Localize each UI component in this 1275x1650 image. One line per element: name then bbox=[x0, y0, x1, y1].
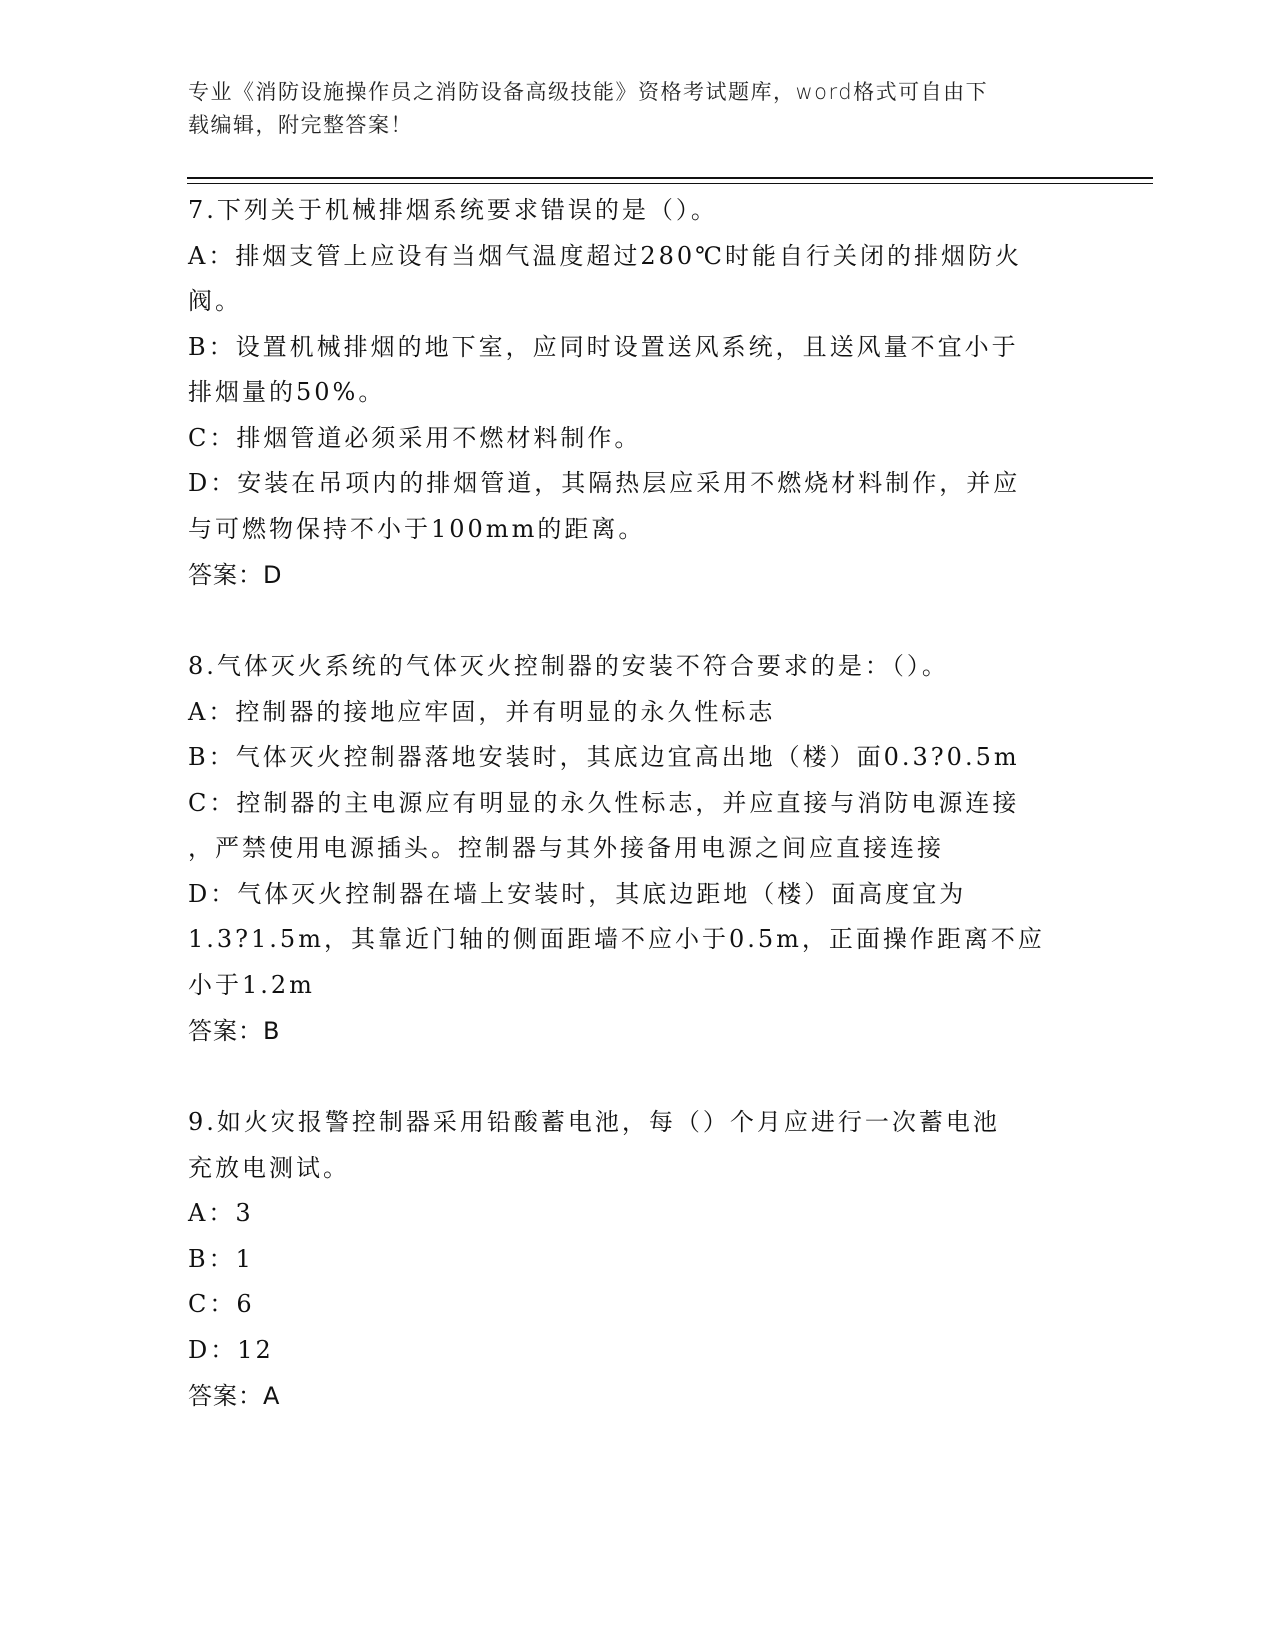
option-c: C：排烟管道必须采用不燃材料制作。 bbox=[188, 423, 642, 452]
question-stem: 9.如火灾报警控制器采用铅酸蓄电池，每（）个月应进行一次蓄电池 bbox=[188, 1108, 1000, 1136]
header-divider-thick bbox=[187, 177, 1153, 179]
option-d-continued: 与可燃物保持不小于100mm的距离。 bbox=[188, 514, 646, 543]
option-d-continued: 1.3?1.5m，其靠近门轴的侧面距墙不应小于0.5m，正面操作距离不应 bbox=[188, 925, 1045, 953]
option-c: C：控制器的主电源应有明显的永久性标志，并应直接与消防电源连接 bbox=[188, 788, 1020, 817]
option-b-continued: 排烟量的50%。 bbox=[188, 378, 386, 406]
option-a: A：3 bbox=[188, 1199, 254, 1227]
option-d: D：12 bbox=[188, 1335, 274, 1364]
option-b: B：设置机械排烟的地下室，应同时设置送风系统，且送风量不宜小于 bbox=[188, 332, 1019, 361]
question-7 bbox=[188, 188, 1078, 598]
option-d-continued: 小于1.2m bbox=[188, 970, 315, 999]
question-stem: 7.下列关于机械排烟系统要求错误的是（）。 bbox=[188, 196, 718, 224]
option-d: D：气体灭火控制器在墙上安装时，其底边距地（楼）面高度宜为 bbox=[188, 879, 967, 908]
option-b: B：1 bbox=[188, 1244, 254, 1273]
answer: 答案：A bbox=[188, 1382, 281, 1410]
option-c-continued: ，严禁使用电源插头。控制器与其外接备用电源之间应直接连接 bbox=[188, 834, 944, 862]
option-a-continued: 阀。 bbox=[188, 287, 242, 315]
answer: 答案：B bbox=[188, 1017, 281, 1045]
document-header bbox=[188, 76, 1068, 142]
header-divider-thin bbox=[187, 183, 1153, 184]
option-c: C：6 bbox=[188, 1290, 255, 1318]
question-8 bbox=[188, 644, 1078, 1054]
option-b: B：气体灭火控制器落地安装时，其底边宜高出地（楼）面0.3?0.5m bbox=[188, 743, 1020, 771]
answer: 答案：D bbox=[188, 561, 283, 589]
header-line-1: 专业《消防设施操作员之消防设备高级技能》资格考试题库，word格式可自由下 bbox=[188, 80, 989, 104]
question-stem: 8.气体灭火系统的气体灭火控制器的安装不符合要求的是：（）。 bbox=[188, 652, 949, 680]
header-line-2: 载编辑，附完整答案！ bbox=[188, 113, 413, 137]
option-a: A：排烟支管上应设有当烟气温度超过280℃时能自行关闭的排烟防火 bbox=[188, 241, 1022, 270]
question-stem-continued: 充放电测试。 bbox=[188, 1153, 350, 1182]
option-a: A：控制器的接地应牢固，并有明显的永久性标志 bbox=[188, 697, 776, 726]
option-d: D：安装在吊项内的排烟管道，其隔热层应采用不燃烧材料制作，并应 bbox=[188, 469, 1021, 497]
question-9 bbox=[188, 1100, 1078, 1419]
question-list bbox=[188, 188, 1078, 1419]
